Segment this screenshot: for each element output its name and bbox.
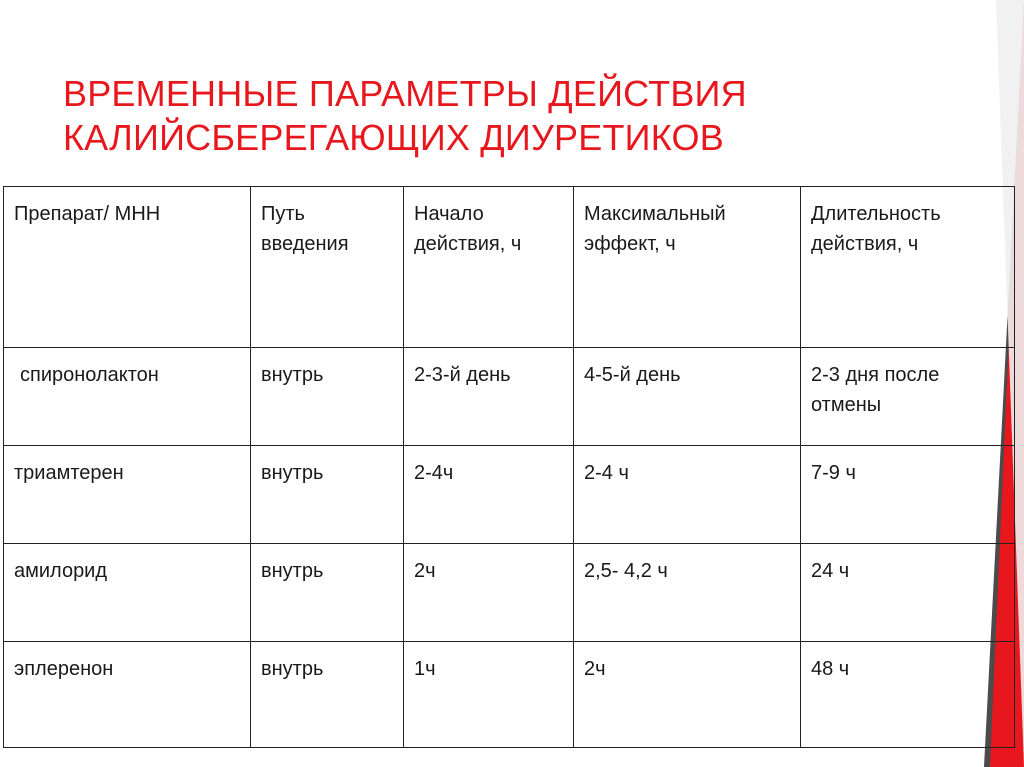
header-cell-onset: Начало действия, ч: [404, 187, 574, 348]
title-line-2: КАЛИЙСБЕРЕГАЮЩИХ ДИУРЕТИКОВ: [63, 117, 724, 158]
table-row: [4, 446, 1015, 544]
table-row: [4, 642, 1015, 748]
cell-peak: 2,5- 4,2 ч: [574, 544, 801, 642]
cell-peak: 2-4 ч: [574, 446, 801, 544]
cell-drug: амилорид: [4, 544, 251, 642]
cell-peak: 2ч: [574, 642, 801, 748]
cell-onset: 2ч: [404, 544, 574, 642]
table-row: [4, 544, 1015, 642]
table-header-row: [4, 187, 1015, 348]
cell-duration: 24 ч: [801, 544, 1015, 642]
cell-route: внутрь: [251, 544, 404, 642]
table-row: [4, 348, 1015, 446]
cell-duration: 2-3 дня после отмены: [801, 348, 1015, 446]
cell-onset: 2-3-й день: [404, 348, 574, 446]
slide-title: [63, 72, 943, 160]
cell-duration: 48 ч: [801, 642, 1015, 748]
title-line-1: ВРЕМЕННЫЕ ПАРАМЕТРЫ ДЕЙСТВИЯ: [63, 73, 747, 114]
header-cell-drug: Препарат/ МНН: [4, 187, 251, 348]
diuretics-table: [3, 186, 1015, 748]
header-cell-peak: Максимальный эффект, ч: [574, 187, 801, 348]
cell-peak: 4-5-й день: [574, 348, 801, 446]
cell-duration: 7-9 ч: [801, 446, 1015, 544]
cell-drug: эплеренон: [4, 642, 251, 748]
header-cell-route: Путь введения: [251, 187, 404, 348]
cell-onset: 2-4ч: [404, 446, 574, 544]
header-cell-duration: Длительность действия, ч: [801, 187, 1015, 348]
cell-route: внутрь: [251, 642, 404, 748]
cell-drug: триамтерен: [4, 446, 251, 544]
cell-route: внутрь: [251, 446, 404, 544]
cell-route: внутрь: [251, 348, 404, 446]
cell-drug: спиронолактон: [4, 348, 251, 446]
cell-onset: 1ч: [404, 642, 574, 748]
